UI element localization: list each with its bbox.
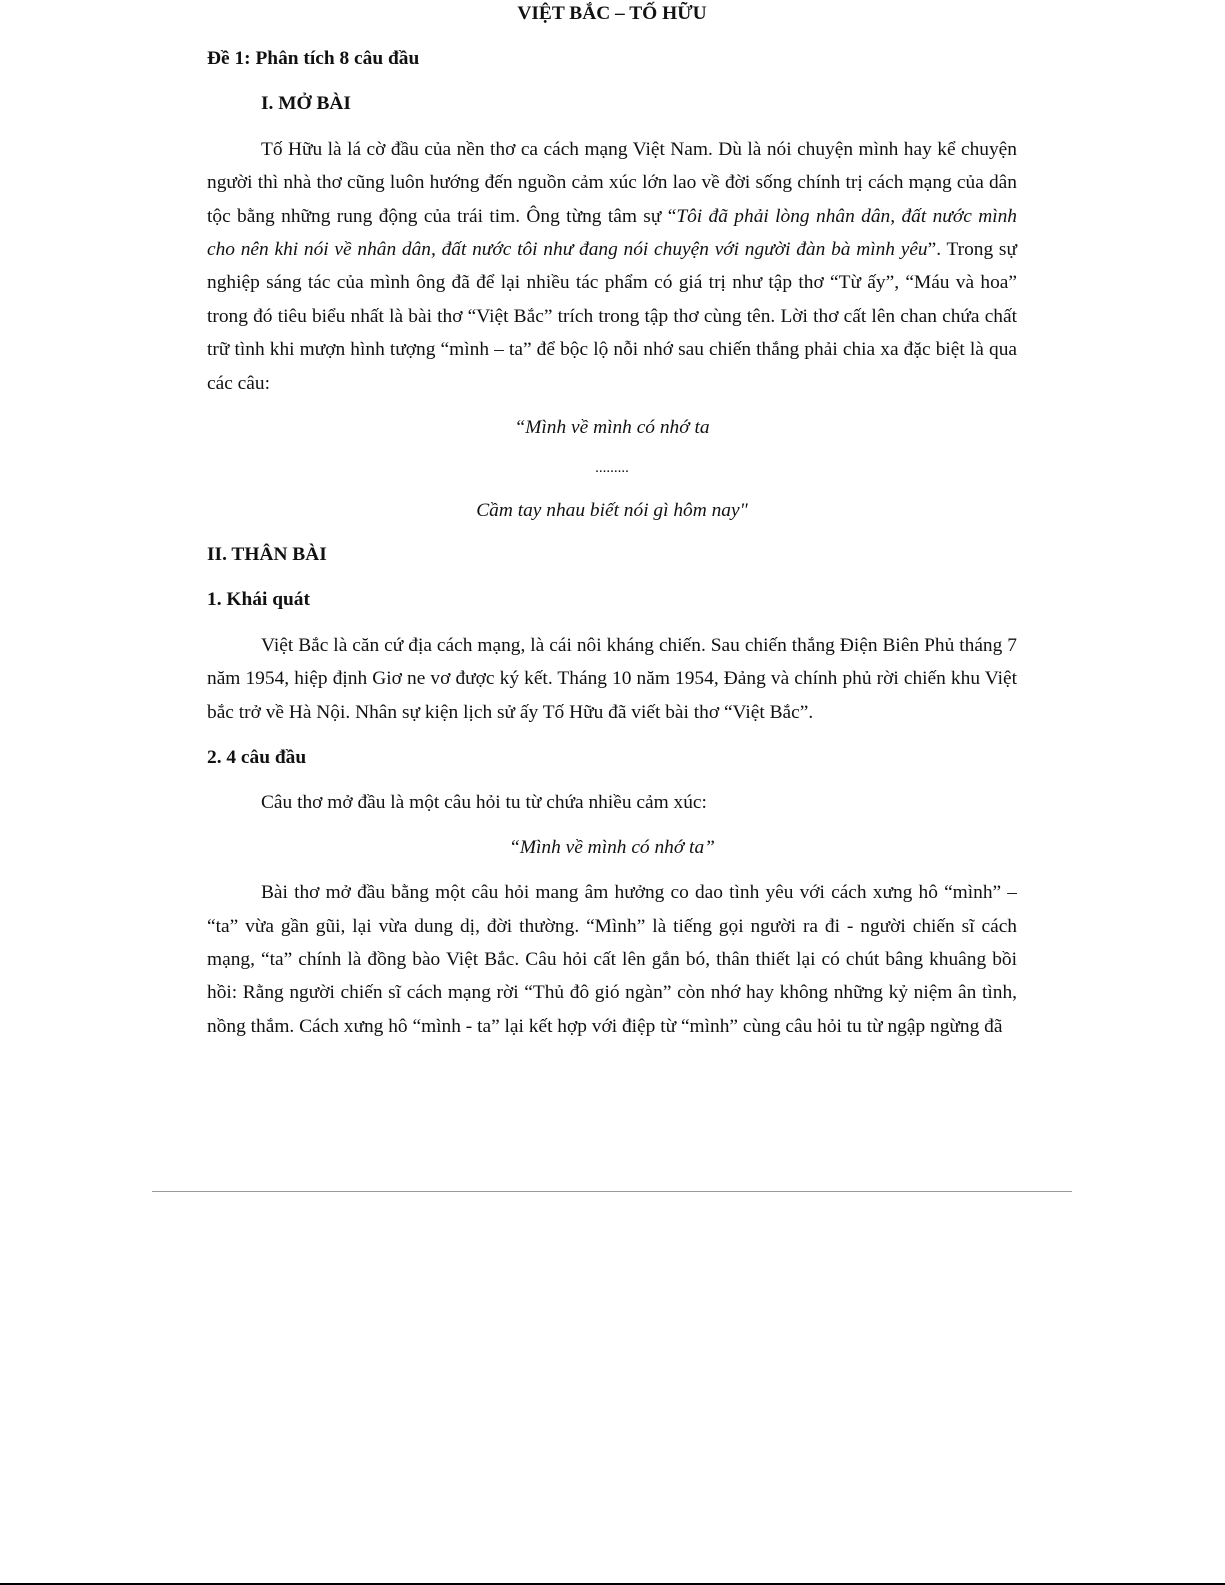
intro-paragraph-quote: Tôi đã phải lòng nhân dân, đất nước mình cho nên khi nói về nhân dân, đất nước tôi như đang nói chuyện với người đàn bà mình yêu xyxy=(207,205,1017,261)
section2-paragraph: Bài thơ mở đầu bằng một câu hỏi mang âm hưởng co dao tình yêu với cách xưng hô “mình” – “ta” vừa gần gũi, lại vừa dung dị, đời thường. “Mình” là tiếng gọi người ra đi - người chiến sĩ cách mạng, “ta” chính là đồng bào Việt Bắc. Câu hỏi cất lên gắn bó, thân thiết lại có chút bâng khuâng bồi hồi: Rằng người chiến sĩ cách mạng rời “Thủ đô gió ngàn” còn nhớ hay không những kỷ niệm ân tình, nồng thắm. Cách xưng hô “mình - ta” lại kết hợp với điệp từ “mình” cùng câu hỏi tu từ ngập ngừng đã xyxy=(207,882,1017,1037)
exercise-heading: Đề 1: Phân tích 8 câu đầu xyxy=(207,48,420,69)
section2-intro: Câu thơ mở đầu là một câu hỏi tu từ chứa nhiều cảm xúc: xyxy=(261,792,707,814)
intro-paragraph xyxy=(207,133,1017,400)
intro-paragraph-part2: ”. Trong sự nghiệp sáng tác của mình ông đã để lại nhiều tác phẩm có giá trị như tập thơ “Từ ấy”, “Máu và hoa” trong đó tiêu biểu nhất là bài thơ “Việt Bắc” trích trong tập thơ cùng tên. Lời thơ cất lên chan chứa chất trữ tình khi mượn hình tượng “mình – ta” để bộc lộ nỗi nhớ sau chiến thắng phải chia xa đặc biệt là qua các câu: xyxy=(207,239,1017,394)
page-divider xyxy=(152,1191,1072,1192)
section1-paragraph: Việt Bắc là căn cứ địa cách mạng, là cái nôi kháng chiến. Sau chiến thắng Điện Biên Phủ tháng 7 năm 1954, hiệp định Giơ ne vơ được ký kết. Tháng 10 năm 1954, Đảng và chính phủ rời chiến khu Việt bắc trở về Hà Nội. Nhân sự kiện lịch sử ấy Tố Hữu đã viết bài thơ “Việt Bắc”. xyxy=(207,634,1017,723)
section1-heading: 1. Khái quát xyxy=(207,589,310,611)
poem-ellipsis: ......... xyxy=(595,460,629,477)
document-title: VIỆT BẮC – TỐ HỮU xyxy=(517,3,707,24)
section2-quote: “Mình về mình có nhớ ta” xyxy=(509,836,715,858)
intro-heading: I. MỞ BÀI xyxy=(261,93,351,115)
section2-heading: 2. 4 câu đầu xyxy=(207,746,307,768)
poem-line-1: “Mình về mình có nhớ ta xyxy=(514,417,710,439)
document-content xyxy=(207,0,1017,1043)
body-heading: II. THÂN BÀI xyxy=(207,543,327,565)
intro-paragraph-part1: Tố Hữu là lá cờ đầu của nền thơ ca cách mạng Việt Nam. Dù là nói chuyện mình hay kể chuyện người thì nhà thơ cũng luôn hướng đến nguồn cảm xúc lớn lao về đời sống chính trị cách mạng của dân tộc bằng những rung động của trái tim. Ông từng tâm sự “ xyxy=(207,138,1017,227)
poem-line-2: Cầm tay nhau biết nói gì hôm nay" xyxy=(476,500,748,522)
